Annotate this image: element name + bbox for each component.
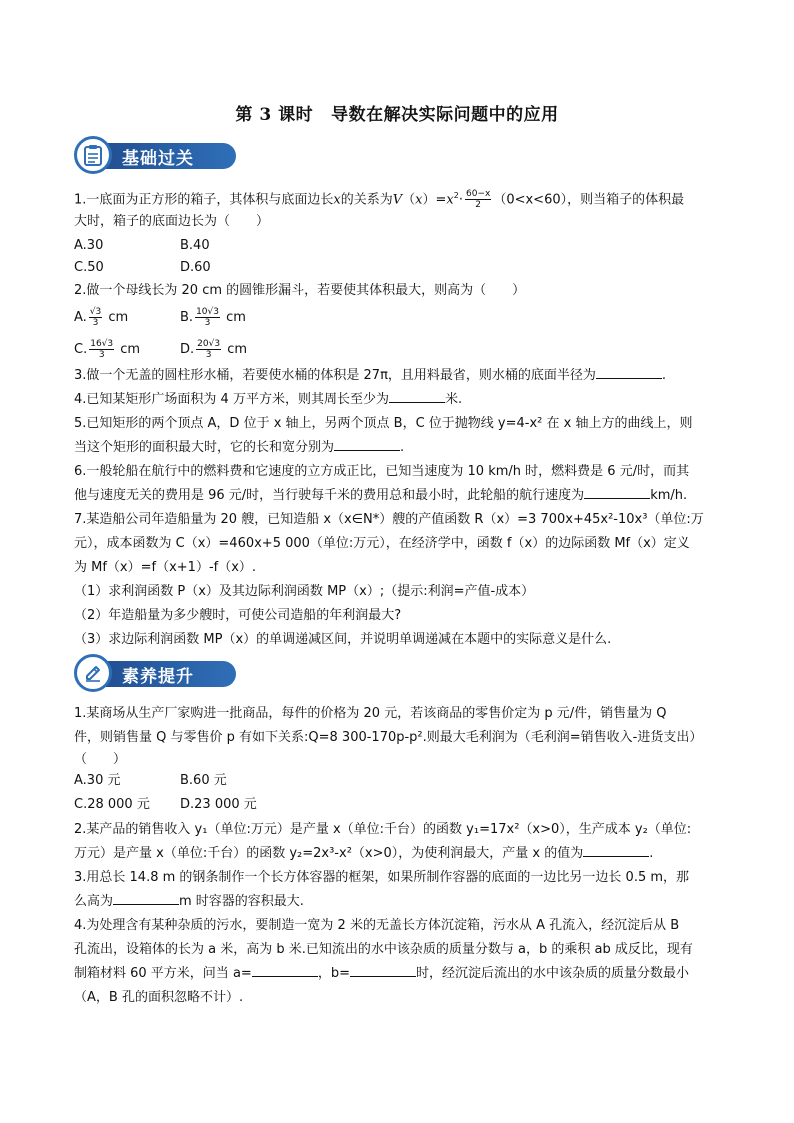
question-2: 2.做一个母线长为 20 cm 的圆锥形漏斗，若要使其体积最大，则高为（ ） — [74, 283, 526, 298]
answer-blank[interactable] — [252, 963, 318, 977]
question-6: 6.一般轮船在航行中的燃料费和它速度的立方成正比，已知当速度为 10 km/h 时，燃料费是 6 元/时，而其 — [74, 464, 690, 479]
question-s2-3-line2 — [74, 890, 724, 913]
question-7-part2: （2）年造船量为多少艘时，可使公司造船的年利润最大? — [74, 608, 402, 623]
denominator: 3 — [92, 318, 99, 328]
lesson-number: 第 3 课时 — [235, 105, 314, 125]
fraction — [465, 189, 491, 210]
question-s2-3: 3.用总长 14.8 m 的钢条制作一个长方体容器的框架，如果所制作容器的底面的一边比另一边长 0.5 m，那 — [74, 870, 690, 885]
lesson-topic: 导数在解决实际问题中的应用 — [331, 105, 559, 125]
text: 米. — [444, 392, 463, 407]
option-d: D.23 000 元 — [180, 797, 257, 812]
text: 么高为 — [74, 894, 114, 909]
option-a: A.30 元 — [74, 773, 121, 788]
question-7-line2: 元），成本函数为 C（x）=460x+5 000（单位:万元），在经济学中，函数 f（x）的边际函数 Mf（x）定义 — [74, 536, 690, 551]
question-7: 7.某造船公司年造船量为 20 艘，已知造船 x（x∈N*）艘的产值函数 R（x）=3 700x+45x²-10x³（单位:万 — [74, 512, 704, 527]
denominator: 3 — [205, 350, 212, 360]
question-4 — [74, 388, 724, 411]
numerator: √3 — [89, 307, 102, 317]
text: 制箱材料 60 平方米，问当 a= — [74, 966, 252, 981]
option-b: B.40 — [180, 238, 210, 253]
denominator: 3 — [204, 318, 211, 328]
text: m 时容器的容积最大. — [179, 894, 304, 909]
fraction — [89, 339, 114, 360]
question-s2-2: 2.某产品的销售收入 y₁（单位:万元）是产量 x（单位:千台）的函数 y₁=17x²（x>0），生产成本 y₂（单位: — [74, 822, 692, 837]
page-title — [0, 100, 794, 125]
text: 的关系为 — [340, 192, 393, 208]
option-label: D. — [180, 342, 195, 357]
section-banner-basic — [74, 136, 236, 174]
text: 万元）是产量 x（单位:千台）的函数 y₂=2x³-x²（x>0），为使利润最大，产量 x 的值为 — [74, 846, 584, 861]
text: 3.做一个无盖的圆柱形水桶，若要使水桶的体积是 27π，且用料最省，则水桶的底面半径为 — [74, 368, 596, 383]
text: （ — [402, 192, 416, 208]
question-s2-1-line3: （ ） — [74, 752, 127, 767]
option-label: C. — [74, 342, 88, 357]
question-6-line2 — [74, 484, 724, 507]
question-s2-2-line2 — [74, 842, 724, 865]
fraction — [196, 339, 221, 360]
text: 他与速度无关的费用是 96 元/时，当行驶每千米的费用总和最小时，此轮船的航行速度为 — [74, 488, 585, 503]
question-s2-1-line2: 件，则销售量 Q 与零售价 p 有如下关系:Q=8 300-170p-p².则最大毛利润为（毛利润=销售收入-进货支出） — [74, 730, 703, 745]
answer-blank[interactable] — [389, 389, 445, 403]
option-a: A.30 — [74, 238, 104, 253]
answer-blank[interactable] — [583, 843, 649, 857]
var: V — [392, 192, 403, 208]
section-banner-advanced — [74, 654, 236, 692]
denominator: 2 — [475, 200, 482, 211]
section-label: 基础过关 — [122, 149, 194, 169]
option-c — [74, 339, 140, 361]
pencil-icon — [74, 654, 112, 692]
question-1: 1.一底面为正方形的箱子，其体积与底面边长x的关系为$V(x)=x^2\cdot$ $\frac{60-x}{2}$ （0<x<60），则当箱子的体积最 — [74, 189, 685, 211]
unit: cm — [108, 310, 129, 325]
answer-blank[interactable] — [113, 891, 179, 905]
text: km/h. — [650, 488, 688, 503]
option-b: B.60 元 — [180, 773, 227, 788]
unit: cm — [226, 310, 246, 325]
option-b — [180, 307, 246, 329]
question-s2-4-line4: （A，B 孔的面积忽略不计）. — [74, 990, 244, 1005]
text: ）= — [422, 192, 447, 208]
var: x — [446, 192, 454, 208]
option-c: C.28 000 元 — [74, 797, 150, 812]
question-5-line2: 当这个矩形的面积最大时，它的长和宽分别为 . — [74, 436, 724, 459]
answer-blank[interactable] — [584, 485, 650, 499]
denominator: 3 — [98, 350, 105, 360]
question-1-line2: 大时，箱子的底面边长为（ ） — [74, 214, 270, 229]
numerator: 10√3 — [196, 307, 219, 317]
text: . — [649, 846, 654, 861]
numerator: 60−x — [466, 189, 491, 200]
question-7-part3: （3）求边际利润函数 MP（x）的单调递减区间，并说明单调递减在本题中的实际意义是什么. — [74, 632, 612, 647]
fraction — [89, 307, 102, 328]
question-5: 5.已知矩形的两个顶点 A，D 位于 x 轴上，另两个顶点 B，C 位于抛物线 y=4-x² 在 x 轴上方的曲线上，则 — [74, 416, 693, 431]
numerator: 20√3 — [197, 339, 221, 349]
text: 当这个矩形的面积最大时，它的长和宽分别为 — [74, 440, 335, 455]
answer-blank[interactable] — [350, 963, 416, 977]
question-3: 3.做一个无盖的圆柱形水桶，若要使水桶的体积是 27π，且用料最省，则水桶的底面半径为 . — [74, 364, 724, 387]
option-label: B. — [180, 310, 194, 325]
unit: cm — [120, 342, 141, 357]
question-s2-1: 1.某商场从生产厂家购进一批商品，每件的价格为 20 元，若该商品的零售价定为 p 元/件，销售量为 Q — [74, 706, 667, 721]
question-s2-4-line3 — [74, 962, 724, 985]
text: ，b= — [317, 966, 350, 981]
option-a — [74, 307, 128, 329]
numerator: 16√3 — [90, 339, 114, 349]
section-label: 素养提升 — [122, 667, 194, 687]
text: 时，经沉淀后流出的水中该杂质的质量分数最小 — [415, 966, 689, 981]
text: （0<x<60），则当箱子的体积最 — [493, 192, 685, 208]
clipboard-icon — [74, 136, 112, 174]
question-s2-4-line2: 孔流出，设箱体的长为 a 米，高为 b 米.已知流出的水中该杂质的质量分数与 a，b 的乘积 ab 成反比，现有 — [74, 942, 693, 957]
text: 1.一底面为正方形的箱子，其体积与底面边长 — [74, 192, 334, 208]
question-s2-4: 4.为处理含有某种杂质的污水，要制造一宽为 2 米的无盖长方体沉淀箱，污水从 A 孔流入，经沉淀后从 B — [74, 918, 680, 933]
unit: cm — [227, 342, 248, 357]
question-7-line3: 为 Mf（x）=f（x+1）-f（x）. — [74, 560, 257, 575]
answer-blank[interactable] — [334, 437, 400, 451]
var: x — [415, 192, 423, 208]
question-7-part1: （1）求利润函数 P（x）及其边际利润函数 MP（x）;（提示:利润=产值-成本） — [74, 584, 535, 599]
text: 4.已知某矩形广场面积为 4 万平方米，则其周长至少为 — [74, 392, 389, 407]
var: x — [333, 192, 341, 208]
option-d — [180, 339, 247, 361]
option-label: A. — [74, 310, 87, 325]
answer-blank[interactable] — [596, 365, 662, 379]
option-d: D.60 — [180, 260, 211, 275]
option-c: C.50 — [74, 260, 104, 275]
fraction — [195, 307, 220, 328]
